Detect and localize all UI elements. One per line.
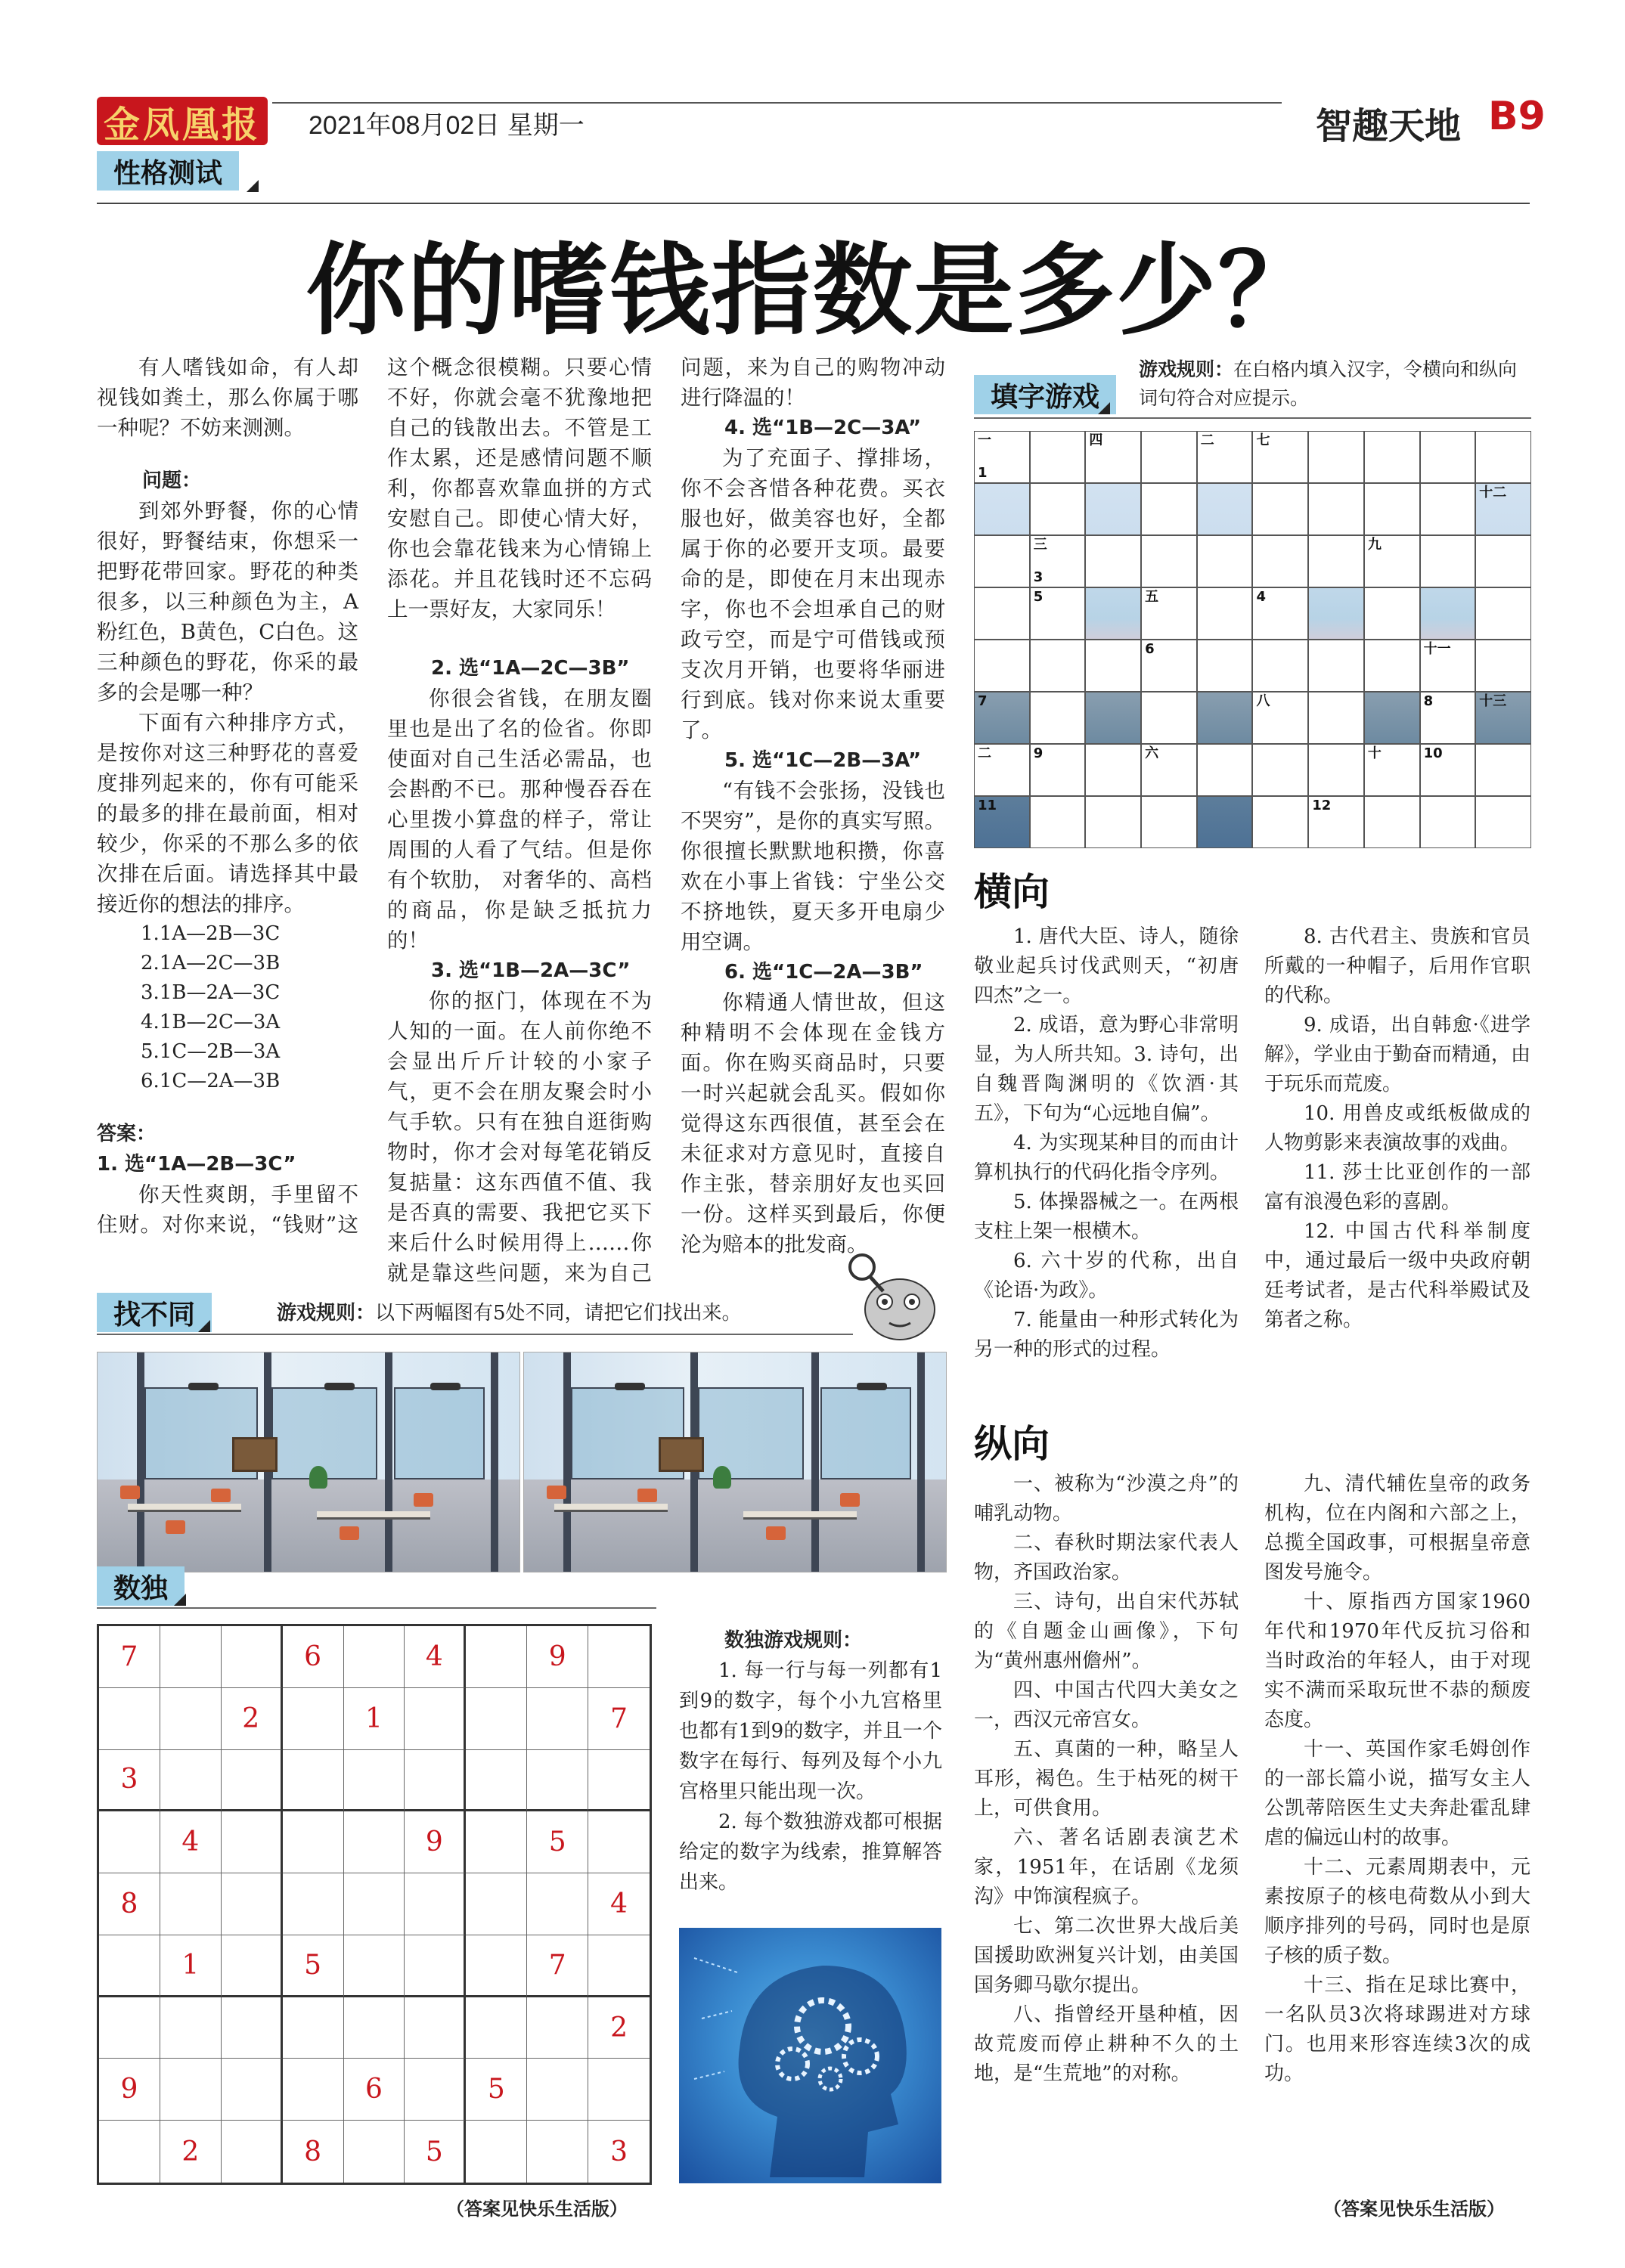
crossword-rule xyxy=(974,417,1531,419)
answer-4-text: 为了充面子、撑排场，你不会吝惜各种花费。买衣服也好，做美容也好，全都属于你的必要开支项。最要命的是，即使在月末出现赤字，你也不会坦承自己的财政亏空，而是宁可借钱或预支次月开销，也要将华丽进行到底。钱对你来说太重要了。 xyxy=(681,446,945,742)
sudoku-cell[interactable] xyxy=(466,2121,527,2183)
crossword-clue-number: 二 xyxy=(1200,432,1214,448)
sudoku-cell[interactable] xyxy=(466,1750,527,1812)
answer-1-text: 你天性爽朗，手里留不住财。对你来说，“钱财”这 xyxy=(97,1182,358,1237)
crossword-cell[interactable] xyxy=(1141,692,1197,744)
sudoku-cell[interactable] xyxy=(160,1626,222,1688)
sudoku-cell[interactable]: 3 xyxy=(99,1750,160,1812)
crossword-cell[interactable] xyxy=(1197,535,1253,587)
sudoku-cell[interactable] xyxy=(99,1997,160,2059)
crossword-clue-number: 一 xyxy=(978,432,991,448)
crossword-clue-number: 三 xyxy=(1033,537,1047,553)
crossword-cell[interactable] xyxy=(1252,744,1308,796)
sudoku-cell[interactable] xyxy=(405,1997,466,2059)
tag-corner-mark xyxy=(1098,402,1110,414)
crossword-cell[interactable] xyxy=(1197,640,1253,692)
sudoku-cell[interactable] xyxy=(527,2059,588,2121)
sudoku-cell[interactable] xyxy=(160,1997,222,2059)
crossword-clue-number: 1 xyxy=(978,465,988,481)
tag-spot-difference: 找不同 xyxy=(97,1293,212,1332)
sudoku-cell[interactable] xyxy=(160,1688,222,1750)
section-title: 智趣天地 xyxy=(1316,105,1462,147)
sudoku-rule-2: 2. 每个数独游戏都可根据给定的数字为线索，推算解答出来。 xyxy=(679,1811,942,1894)
sudoku-cell[interactable] xyxy=(99,2121,160,2183)
crossword-clue-number: 八 xyxy=(1256,693,1270,709)
crossword-clue-number: 五 xyxy=(1145,589,1159,605)
sudoku-cell[interactable]: 4 xyxy=(588,1873,650,1935)
sudoku-cell[interactable] xyxy=(222,1935,283,1997)
sudoku-cell[interactable]: 8 xyxy=(99,1873,160,1935)
sudoku-cell[interactable] xyxy=(344,1750,405,1812)
issue-date: 2021年08月02日 星期一 xyxy=(309,111,585,140)
crossword-cell[interactable] xyxy=(1475,796,1531,848)
sudoku-cell[interactable] xyxy=(405,1750,466,1812)
test-column-2 xyxy=(387,352,652,1288)
down-column-2 xyxy=(1264,1470,1530,2089)
down-column-1 xyxy=(974,1470,1239,2089)
question-text: 到郊外野餐，你的心情很好，野餐结束，你想采一把野花带回家。野花的种类很多，以三种颜色为主，A粉红色，B黄色，C白色。这三种颜色的野花，你采的最多的会是哪一种？ xyxy=(97,499,358,705)
sudoku-cell[interactable] xyxy=(527,1997,588,2059)
crossword-cell[interactable] xyxy=(1030,796,1086,848)
across-clue-4: 4. 为实现某种目的而由计算机执行的代码化指令序列。 xyxy=(974,1132,1239,1184)
crossword-cell[interactable] xyxy=(1252,535,1308,587)
answer-2-head: 2. 选“1A—2C—3B” xyxy=(431,657,630,680)
sudoku-cell[interactable] xyxy=(466,1997,527,2059)
sudoku-cell[interactable]: 2 xyxy=(160,2121,222,2183)
across-clue-9: 9. 成语，出自韩愈·《进学解》，学业由于勤奋而精通，由于玩乐而荒废。 xyxy=(1264,1014,1530,1095)
test-column-1 xyxy=(97,352,358,1238)
crossword-cell[interactable] xyxy=(1252,483,1308,535)
sudoku-cell[interactable]: 5 xyxy=(466,2059,527,2121)
sudoku-cell[interactable] xyxy=(283,1997,344,2059)
sudoku-grid xyxy=(97,1624,652,2185)
crossword-cell[interactable] xyxy=(1364,483,1420,535)
across-clue-7: 7. 能量由一种形式转化为另一种的形式的过程。 xyxy=(974,1309,1239,1361)
down-clue-3: 三、诗句，出自宋代苏轼的《自题金山画像》，下句为“黄州惠州儋州”。 xyxy=(974,1591,1239,1672)
crossword-cell[interactable] xyxy=(1364,640,1420,692)
crossword-cell[interactable] xyxy=(1141,640,1197,692)
crossword-cell[interactable] xyxy=(1141,483,1197,535)
sudoku-cell[interactable] xyxy=(283,2059,344,2121)
tag-corner-mark xyxy=(198,1320,210,1332)
across-clue-2-3: 2. 成语，意为野心非常明显，为人所共知。3. 诗句，出自魏晋陶渊明的《饮酒·其五》，下句为“心远地自偏”。 xyxy=(974,1014,1239,1125)
crossword-cell xyxy=(1085,483,1141,535)
intro-text: 有人嗜钱如命，有人却视钱如粪土，那么你属于哪一种呢？不妨来测测。 xyxy=(97,355,358,440)
sudoku-cell[interactable] xyxy=(99,1811,160,1873)
crossword-cell[interactable] xyxy=(1308,796,1364,848)
sudoku-cell[interactable]: 5 xyxy=(527,1811,588,1873)
across-clue-6: 6. 六十岁的代称，出自《论语·为政》。 xyxy=(974,1250,1239,1302)
sudoku-cell[interactable] xyxy=(222,1811,283,1873)
spot-rules-label: 游戏规则： xyxy=(277,1302,376,1325)
sudoku-answer-note: （答案见快乐生活版） xyxy=(446,2198,628,2220)
crossword-cell[interactable] xyxy=(1085,431,1141,483)
crossword-cell[interactable] xyxy=(1308,483,1364,535)
crossword-cell[interactable] xyxy=(1420,640,1476,692)
sudoku-cell[interactable] xyxy=(283,1688,344,1750)
crossword-clue-number: 10 xyxy=(1423,745,1443,761)
across-clue-12: 12. 中国古代科举制度中，通过最后一级中央政府朝廷考试者，是古代科举殿试及第者之称。 xyxy=(1264,1220,1530,1331)
difference-image-right xyxy=(523,1352,947,1572)
spot-rules xyxy=(277,1299,851,1328)
crossword-cell[interactable] xyxy=(974,640,1030,692)
option-5: 5.1C—2B—3A xyxy=(141,1040,281,1063)
crossword-cell xyxy=(974,692,1030,744)
crossword-cell[interactable] xyxy=(1308,431,1364,483)
crossword-cell[interactable] xyxy=(1475,587,1531,640)
sudoku-cell[interactable] xyxy=(222,1873,283,1935)
sudoku-cell[interactable]: 6 xyxy=(344,2059,405,2121)
crossword-cell[interactable] xyxy=(1030,535,1086,587)
sudoku-cell[interactable] xyxy=(405,1688,466,1750)
crossword-cell[interactable] xyxy=(1420,431,1476,483)
sudoku-cell[interactable] xyxy=(344,2121,405,2183)
sudoku-cell[interactable] xyxy=(344,1935,405,1997)
sudoku-cell[interactable]: 2 xyxy=(222,1688,283,1750)
crossword-clue-number: 11 xyxy=(978,798,997,813)
crossword-cell[interactable] xyxy=(1420,744,1476,796)
crossword-cell xyxy=(1085,692,1141,744)
crossword-cell[interactable] xyxy=(1030,640,1086,692)
sudoku-cell[interactable]: 9 xyxy=(405,1811,466,1873)
sudoku-cell[interactable] xyxy=(527,2121,588,2183)
spot-rules-text: 以下两幅图有5处不同，请把它们找出来。 xyxy=(375,1302,742,1325)
brain-gears-illustration xyxy=(679,1928,941,2183)
crossword-cell xyxy=(1085,587,1141,640)
sudoku-cell[interactable] xyxy=(466,1811,527,1873)
crossword-cell[interactable] xyxy=(974,744,1030,796)
crossword-cell[interactable] xyxy=(1475,744,1531,796)
crossword-answer-note: （答案见快乐生活版） xyxy=(1323,2198,1505,2220)
sudoku-cell[interactable] xyxy=(466,1626,527,1688)
sudoku-rule-1: 1. 每一行与每一列都有1到9的数字，每个小九宫格里也都有1到9的数字，并且一个数字在每行、每列及每个小九宫格里只能出现一次。 xyxy=(679,1659,942,1803)
sudoku-cell[interactable] xyxy=(466,1873,527,1935)
sudoku-cell[interactable] xyxy=(588,2059,650,2121)
down-clue-11: 十一、英国作家毛姆创作的一部长篇小说，描写女主人公凯蒂陪医生丈夫奔赴霍乱肆虐的偏远山村的故事。 xyxy=(1264,1738,1530,1849)
crossword-cell[interactable] xyxy=(1030,692,1086,744)
crossword-cell[interactable] xyxy=(1141,744,1197,796)
across-clue-8: 8. 古代君主、贵族和官员所戴的一种帽子，后用作官职的代称。 xyxy=(1264,925,1530,1007)
crossword-clue-number: 九 xyxy=(1367,537,1382,553)
tag-personality-test: 性格测试 xyxy=(97,151,239,191)
crossword-cell[interactable] xyxy=(1252,692,1308,744)
answer-6-head: 6. 选“1C—2A—3B” xyxy=(724,961,923,984)
crossword-cell[interactable] xyxy=(1475,640,1531,692)
question-text-2: 下面有六种排序方式，是按你对这三种野花的喜爱度排列起来的，你有可能采的最多的排在最前面，相对较少，你采的不那么多的依次排在后面。请选择其中最接近你的想法的排序。 xyxy=(97,711,358,916)
crossword-cell[interactable] xyxy=(1364,535,1420,587)
crossword-cell[interactable] xyxy=(1030,483,1086,535)
sudoku-cell[interactable] xyxy=(99,1688,160,1750)
crossword-clue-number: 9 xyxy=(1033,745,1044,761)
answer-4-head: 4. 选“1B—2C—3A” xyxy=(724,417,922,439)
sudoku-cell[interactable]: 1 xyxy=(344,1688,405,1750)
crossword-cell[interactable] xyxy=(974,431,1030,483)
crossword-cell[interactable] xyxy=(1420,692,1476,744)
across-clue-5: 5. 体操器械之一。在两根支柱上架一根横木。 xyxy=(974,1191,1239,1243)
section-rule xyxy=(97,203,1530,204)
crossword-clue-number: 3 xyxy=(1033,569,1044,585)
crossword-clue-number: 十二 xyxy=(1479,485,1507,500)
sudoku-cell[interactable] xyxy=(588,1750,650,1812)
crossword-rules-text: 在白格内填入汉字，令横向和纵向词句符合对应提示。 xyxy=(1139,358,1518,409)
crossword-cell[interactable] xyxy=(1197,744,1253,796)
newspaper-logo: 金凤凰报 xyxy=(97,97,268,145)
answer-3-head: 3. 选“1B—2A—3C” xyxy=(431,959,631,982)
crossword-cell[interactable] xyxy=(1420,796,1476,848)
sudoku-cell[interactable]: 1 xyxy=(160,1935,222,1997)
crossword-cell[interactable] xyxy=(1030,431,1086,483)
answer-6-text: 你精通人情世故，但这种精明不会体现在金钱方面。你在购买商品时，只要一时兴起就会乱买。假如你觉得这东西很值，甚至会在未征求对方意见时，直接自作主张，替亲朋好友也买回一份。这样买到最后，你便沦为赔本的批发商。 xyxy=(681,990,945,1256)
crossword-cell[interactable] xyxy=(1252,640,1308,692)
crossword-cell[interactable] xyxy=(1420,483,1476,535)
sudoku-cell[interactable] xyxy=(405,2059,466,2121)
crossword-clue-number: 12 xyxy=(1312,798,1332,813)
down-clue-4: 四、中国古代四大美女之一，西汉元帝宫女。 xyxy=(974,1679,1239,1731)
down-clue-13: 十三、指在足球比赛中，一名队员3次将球踢进对方球门。也用来形容连续3次的成功。 xyxy=(1264,1974,1530,2085)
sudoku-cell[interactable] xyxy=(588,1935,650,1997)
sudoku-cell[interactable] xyxy=(527,1873,588,1935)
sudoku-cell[interactable]: 4 xyxy=(405,1626,466,1688)
sudoku-cell[interactable] xyxy=(527,1750,588,1812)
crossword-clue-number: 4 xyxy=(1256,589,1267,605)
crossword-cell[interactable] xyxy=(1420,535,1476,587)
crossword-cell[interactable] xyxy=(1308,640,1364,692)
crossword-cell[interactable] xyxy=(1141,431,1197,483)
crossword-cell[interactable] xyxy=(1085,744,1141,796)
sudoku-cell[interactable] xyxy=(344,1626,405,1688)
crossword-cell xyxy=(1308,587,1364,640)
tag-sudoku: 数独 xyxy=(97,1566,185,1606)
page-number: B9 xyxy=(1488,94,1546,139)
sudoku-cell[interactable]: 2 xyxy=(588,1997,650,2059)
answer-3-text-cont: 问题，来为自己的购物冲动进行降温的！ xyxy=(681,355,945,410)
crossword-rules-label: 游戏规则： xyxy=(1139,358,1234,380)
sudoku-cell[interactable] xyxy=(466,1935,527,1997)
crossword-cell[interactable] xyxy=(974,535,1030,587)
sudoku-cell[interactable] xyxy=(344,1873,405,1935)
question-label: 问题： xyxy=(142,469,202,492)
tag-crossword: 填字游戏 xyxy=(974,375,1116,414)
crossword-cell[interactable] xyxy=(1085,796,1141,848)
sudoku-rule xyxy=(97,1607,656,1609)
crossword-clue-number: 六 xyxy=(1145,745,1159,761)
crossword-cell[interactable] xyxy=(1308,692,1364,744)
crossword-cell[interactable] xyxy=(1475,535,1531,587)
answer-3-text: 你的抠门，体现在不为人知的一面。在人前你绝不会显出斤斤计较的小家子气，更不会在朋友聚会时小气手软。只有在独自逛街购物时，你才会对每笔花销反复掂量：这东西值不值、我是否真的需要、我把它买下来后什么时候用得上……你就是靠这些问题，来为自己 xyxy=(387,989,652,1285)
down-clue-5: 五、真菌的一种，略呈人耳形，褐色。生于枯死的树干上，可供食用。 xyxy=(974,1738,1239,1820)
down-clue-7: 七、第二次世界大战后美国援助欧洲复兴计划，由美国国务卿马歇尔提出。 xyxy=(974,1915,1239,1997)
sudoku-cell[interactable]: 6 xyxy=(283,1626,344,1688)
tag-corner-mark xyxy=(247,180,259,192)
crossword-clue-number: 十 xyxy=(1367,745,1382,761)
down-clue-8: 八、指曾经开垦种植，因故荒废而停止耕种不久的土地，是“生荒地”的对称。 xyxy=(974,2003,1239,2085)
crossword-clue-number: 十一 xyxy=(1423,641,1451,657)
down-title: 纵向 xyxy=(974,1422,1050,1466)
sudoku-cell[interactable] xyxy=(160,1750,222,1812)
answer-1-head: 1. 选“1A—2B—3C” xyxy=(97,1153,296,1176)
sudoku-rules-title: 数独游戏规则： xyxy=(724,1629,863,1652)
sudoku-cell[interactable]: 8 xyxy=(283,2121,344,2183)
down-clue-2: 二、春秋时期法家代表人物，齐国政治家。 xyxy=(974,1532,1239,1584)
test-column-3 xyxy=(681,352,945,1259)
sudoku-cell[interactable]: 9 xyxy=(527,1626,588,1688)
crossword-cell[interactable] xyxy=(1308,744,1364,796)
crossword-cell[interactable] xyxy=(1085,535,1141,587)
sudoku-cell[interactable] xyxy=(588,1626,650,1688)
crossword-rules xyxy=(1139,355,1532,413)
crossword-cell[interactable] xyxy=(1475,431,1531,483)
answer-5-text: “有钱不会张扬，没钱也不哭穷”，是你的真实写照。你很擅长默默地积攒，你喜欢在小事上省钱：宁坐公交不挤地铁，夏天多开电扇少用空调。 xyxy=(681,779,945,954)
option-4: 4.1B—2C—3A xyxy=(141,1011,281,1033)
crossword-cell xyxy=(1197,796,1253,848)
crossword-cell[interactable] xyxy=(1030,744,1086,796)
sudoku-cell[interactable]: 5 xyxy=(283,1935,344,1997)
option-1: 1.1A—2B—3C xyxy=(141,922,281,945)
answer-2-text: 你很会省钱，在朋友圈里也是出了名的俭省。你即使面对自己生活必需品，也会斟酌不已。那种慢吞吞在心里拨小算盘的样子，常让周围的人看了气结。但是你有个软肋， 对奢华的、高档的商品，你是缺乏抵抗力的！ xyxy=(387,686,652,953)
across-title: 横向 xyxy=(974,870,1050,914)
sudoku-cell[interactable]: 3 xyxy=(610,2136,628,2167)
option-6: 6.1C—2A—3B xyxy=(141,1070,281,1092)
sudoku-cell[interactable]: 7 xyxy=(99,1626,160,1688)
sudoku-cell[interactable] xyxy=(588,1811,650,1873)
down-clue-9: 九、清代辅佐皇帝的政务机构，位在内阁和六部之上，总揽全国政事，可根据皇帝意图发号施令。 xyxy=(1264,1473,1530,1584)
sudoku-cell[interactable] xyxy=(283,1750,344,1812)
crossword-clue-number: 二 xyxy=(978,745,991,761)
sudoku-cell[interactable]: 5 xyxy=(405,2121,466,2183)
across-column-1 xyxy=(974,922,1239,1365)
crossword-clue-number: 5 xyxy=(1033,589,1044,605)
option-3: 3.1B—2A—3C xyxy=(141,981,281,1004)
crossword-cell[interactable] xyxy=(1364,744,1420,796)
crossword-cell[interactable] xyxy=(974,587,1030,640)
sudoku-cell[interactable] xyxy=(222,1997,283,2059)
sudoku-cell[interactable] xyxy=(99,1935,160,1997)
tag-corner-mark xyxy=(174,1594,186,1606)
sudoku-cell[interactable]: 7 xyxy=(527,1935,588,1997)
sudoku-cell[interactable] xyxy=(283,1873,344,1935)
answer-5-head: 5. 选“1C—2B—3A” xyxy=(724,749,922,772)
crossword-cell[interactable] xyxy=(1141,796,1197,848)
header-rule xyxy=(272,102,1282,104)
across-column-2 xyxy=(1264,922,1530,1335)
crossword-cell xyxy=(1420,587,1476,640)
answer-1-text-cont: 这个概念很模糊。只要心情不好，你就会毫不犹豫地把自己的钱散出去。不管是工作太累，还是感情问题不顺利，你都喜欢靠血拼的方式安慰自己。即使心情大好，你也会靠花钱来为心情锦上添花。并且花钱时还不忘码上一票好友，大家同乐！ xyxy=(387,355,652,621)
crossword-cell xyxy=(974,796,1030,848)
sudoku-cell[interactable] xyxy=(160,1873,222,1935)
crossword-cell[interactable] xyxy=(1141,535,1197,587)
crossword-cell[interactable] xyxy=(1364,587,1420,640)
sudoku-cell[interactable] xyxy=(405,1935,466,1997)
across-clue-11: 11. 莎士比亚创作的一部富有浪漫色彩的喜剧。 xyxy=(1264,1161,1530,1213)
option-2: 2.1A—2C—3B xyxy=(141,952,281,974)
sudoku-cell[interactable] xyxy=(222,2059,283,2121)
crossword-clue-number: 7 xyxy=(978,693,988,709)
sudoku-cell[interactable] xyxy=(160,2059,222,2121)
crossword-cell[interactable] xyxy=(1030,587,1086,640)
down-clue-6: 六、著名话剧表演艺术家，1951年，在话剧《龙须沟》中饰演程疯子。 xyxy=(974,1826,1239,1908)
crossword-cell xyxy=(1475,483,1531,535)
difference-image-left xyxy=(97,1352,520,1572)
sudoku-cell[interactable] xyxy=(222,2121,283,2183)
crossword-cell[interactable] xyxy=(1197,431,1253,483)
crossword-cells xyxy=(974,431,1531,848)
headline: 你的嗜钱指数是多少？ xyxy=(305,233,1320,349)
down-clue-1: 一、被称为“沙漠之舟”的哺乳动物。 xyxy=(974,1473,1239,1525)
answer-label: 答案： xyxy=(97,1123,157,1145)
crossword-cell[interactable] xyxy=(1252,431,1308,483)
crossword-clue-number: 七 xyxy=(1256,432,1270,448)
sudoku-cell[interactable] xyxy=(466,1688,527,1750)
sudoku-cell[interactable] xyxy=(344,1997,405,2059)
crossword-grid xyxy=(974,431,1531,848)
crossword-clue-number: 8 xyxy=(1423,693,1434,709)
crossword-cell xyxy=(1475,692,1531,744)
across-clue-10: 10. 用兽皮或纸板做成的人物剪影来表演故事的戏曲。 xyxy=(1264,1102,1530,1154)
crossword-cell[interactable] xyxy=(1197,587,1253,640)
sudoku-cell[interactable] xyxy=(222,1750,283,1812)
sudoku-rules xyxy=(679,1625,942,1898)
mascot-illustration xyxy=(839,1247,960,1346)
sudoku-cell[interactable]: 7 xyxy=(588,1688,650,1750)
sudoku-cell[interactable] xyxy=(405,1873,466,1935)
crossword-cell[interactable] xyxy=(1141,587,1197,640)
crossword-cell[interactable] xyxy=(1364,431,1420,483)
sudoku-cell[interactable]: 9 xyxy=(99,2059,160,2121)
crossword-cell xyxy=(1197,483,1253,535)
down-clue-10: 十、原指西方国家1960年代和1970年代反抗习俗和当时政治的年轻人，由于对现实不满而采取玩世不恭的颓废态度。 xyxy=(1264,1591,1530,1731)
crossword-clue-number: 6 xyxy=(1145,641,1155,657)
sudoku-cell[interactable]: 4 xyxy=(160,1811,222,1873)
crossword-cell[interactable] xyxy=(1308,535,1364,587)
down-clue-12: 十二、元素周期表中，元素按原子的核电荷数从小到大顺序排列的号码，同时也是原子核的质子数。 xyxy=(1264,1856,1530,1967)
crossword-cell[interactable] xyxy=(1085,640,1141,692)
sudoku-cell[interactable] xyxy=(283,1811,344,1873)
across-clue-1: 1. 唐代大臣、诗人，随徐敬业起兵讨伐武则天，“初唐四杰”之一。 xyxy=(974,925,1239,1007)
crossword-cell[interactable] xyxy=(1252,587,1308,640)
crossword-cell xyxy=(1197,692,1253,744)
sudoku-cell[interactable] xyxy=(527,1688,588,1750)
crossword-cell[interactable] xyxy=(1252,796,1308,848)
sudoku-cell[interactable] xyxy=(344,1811,405,1873)
crossword-clue-number: 十三 xyxy=(1479,693,1507,709)
crossword-cell[interactable] xyxy=(1364,796,1420,848)
crossword-cell xyxy=(974,483,1030,535)
spot-rule xyxy=(97,1334,853,1335)
crossword-clue-number: 四 xyxy=(1089,432,1103,448)
crossword-cell xyxy=(1364,692,1420,744)
sudoku-cell[interactable] xyxy=(222,1626,283,1688)
